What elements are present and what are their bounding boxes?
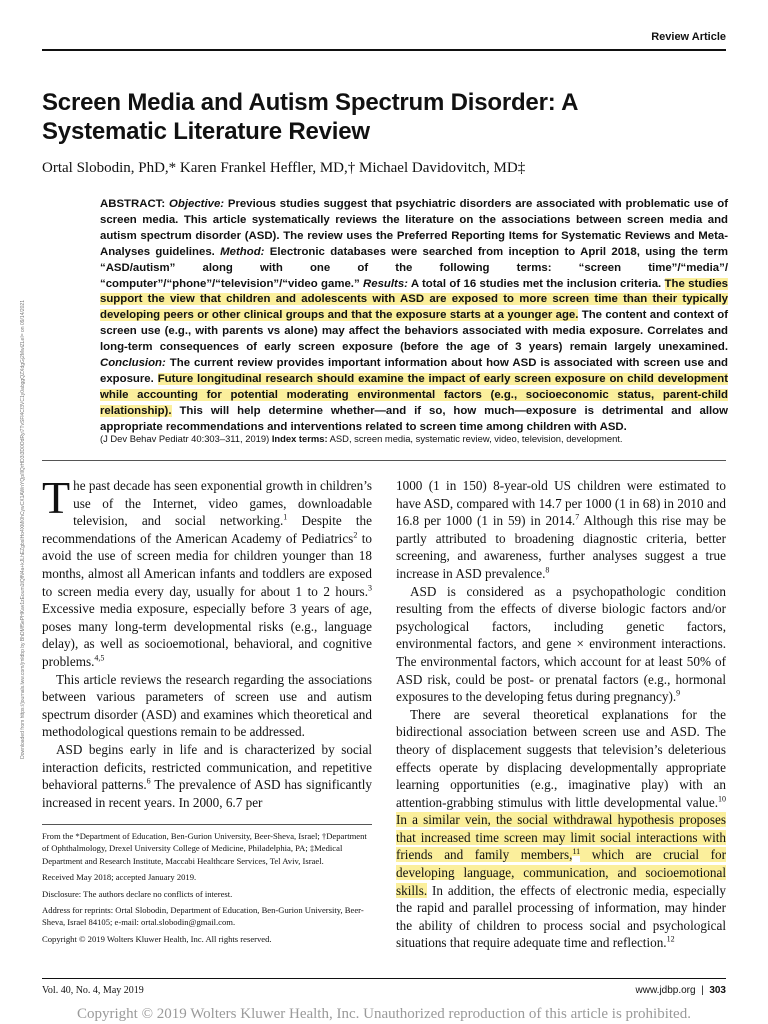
reference-marker: 7 [575, 512, 580, 522]
footer-page-info [636, 985, 726, 996]
citation-line [100, 433, 728, 444]
method-text: Electronic databases were searched from inception to April 2018, using the term “ASD/autism” along with one of the following terms: “screen time”/“media”/ “computer”/“phone”/“television”/“video game.” [100, 245, 728, 290]
author-list: Ortal Slobodin, PhD,* Karen Frankel Heffler, MD,† Michael Davidovitch, MD‡ [42, 160, 526, 176]
conclusion-label: Conclusion: [100, 357, 166, 370]
reference-marker: 1 [283, 512, 288, 522]
footer-separator: | [701, 985, 704, 996]
reference-marker: 12 [666, 935, 675, 945]
body-column-right [396, 477, 726, 952]
method-label: Method: [220, 245, 265, 258]
reference-marker: 10 [718, 794, 726, 804]
reference-marker: 2 [353, 530, 358, 540]
drop-cap: T [42, 472, 71, 523]
objective-label: Objective: [169, 198, 225, 210]
journal-site-link[interactable]: www.jdbp.org [635, 985, 696, 996]
reference-marker: 8 [545, 565, 550, 575]
download-side-note: Downloaded from https://journals.lww.com/jrnldbp by BhDMf5ePHKav1zEoum1tQfN4a+kJLhEZgbsIHo4XMi0hCywCX1AWnYQp/IlQrHD3i3D0OdRyi7TvSFl4Cf3VC1y0abggQZXdgGj2MwlZLeI= on 09/14/2021 [20, 300, 26, 759]
body-column-left [42, 472, 372, 811]
page-number: 303 [709, 985, 726, 996]
footer-rule [42, 978, 726, 979]
conclusion-highlight: Future longitudinal research should examine the impact of early screen exposure on child development while accounting for potential moderating environmental factors (e.g., socioeconomic status, parent-child relationship). [100, 372, 729, 417]
results-label: Results: [363, 277, 408, 290]
paragraph: 1000 (1 in 150) 8-year-old US children were estimated to have ASD, compared with 14.7 per 1000 (1 in 68) in 2010 and 16.8 per 1000 (1 in 59) in 2014.$^7$ Although this rise may be partly attributed to broadening diagnostic criteria, better screening, and awareness, further analyses suggest a true increase in ASD prevalence.$^8$ [396, 478, 726, 581]
copyright-note: Copyright © 2019 Wolters Kluwer Health, Inc. All rights reserved. [42, 933, 272, 944]
index-terms-label: Index terms: [271, 433, 328, 444]
affiliations-note: From the *Department of Education, Ben-Gurion University, Beer-Sheva, Israel; †Department of Ophthalmology, Drexel University College of Medicine, Philadelphia, PA; ‡Medical Department and Research Institute, Maccabi Healthcare Services, Tel Aviv, Israel. [42, 831, 367, 866]
conclusion-text-continued: This will help determine whether—and if so, how much—exposure is detrimental and allow appropriate recommendations and interventions related to screen time among children with ASD. [100, 404, 728, 433]
index-terms: ASD, screen media, systematic review, video, television, development. [327, 433, 623, 444]
reference-marker: 11 [572, 847, 581, 857]
article-title: Screen Media and Autism Spectrum Disorder: A Systematic Literature Review [42, 89, 578, 145]
abstract [100, 197, 728, 436]
reference-marker: 6 [146, 776, 151, 786]
footnote-rule [42, 824, 372, 825]
copyright-banner: Copyright © 2019 Wolters Kluwer Health, Inc. Unauthorized reproduction of this article is prohibited. [77, 1006, 691, 1022]
reprints-note: Address for reprints: Ortal Slobodin, Department of Education, Ben-Gurion University, Beer-Sheva, Israel 84105; e-mail: ortal.slobodin@gmail.com. [42, 905, 364, 928]
highlighted-passage: which are crucial for developing language, communication, and socioemotional skills. [396, 847, 726, 898]
reference-marker: 3 [368, 583, 372, 593]
objective-text: Previous studies suggest that psychiatric disorders are associated with problematic use of screen media. This article systematically reviews the literature on the associations between screen media and autism spectrum disorder (ASD). The review uses the Preferred Reporting Items for Systematic Reviews and Meta-Analyses guidelines. [100, 198, 728, 258]
highlighted-passage: In a similar vein, the social withdrawal hypothesis proposes that increased time screen may limit social interactions with friends and family members, [396, 812, 726, 863]
paragraph: There are several theoretical explanations for the bidirectional association between screen use and ASD. The theory of displacement suggests that television’s deleterious effects operate by displacing developmentally appropriate learning opportunities (e.g., imaginative play) with an attention-grabbing stimulus with little developmental value.$^{10}$ In a similar vein, the social withdrawal hypothesis proposes that increased time screen may limit social interactions with friends and family members,$^{11}$ which are crucial for developing language, communication, and socioemotional skills. In addition, the effects of electronic media, especially the rapid and parallel processing of information, may hinder the ability of children to process social and psychological situations that require adequate time and reflection.$^{12}$ [396, 706, 726, 951]
reference-marker: 4,5 [94, 653, 105, 663]
results-text-continued: The content and context of screen use (e.g., with parents vs alone) may affect the behaviors associated with media exposure. Correlates and long-term consequences of early screen exposure (before the age of 3 years) remain largely unexamined. [100, 309, 728, 354]
paragraph: The past decade has seen exponential growth in children’s use of the Internet, video games, downloadable television, and social networking.$^1$ Despite the recommendations of the American Academy of Pediatrics$^2$ to avoid the use of screen media for children younger than 18 months, almost all American infants and toddlers are exposed to screen media every day, usually for about 1 to 2 hours.$^3$ Excessive media exposure, especially before 3 years of age, poses many long-term developmental risks (e.g., language delay), as well as socioemotional, behavioral, and cognitive problems.$^{4,5}$ [42, 472, 372, 669]
conclusion-text: The current review provides important information about how ASD is associated with screen use and exposure. [100, 357, 728, 385]
issue-info: Vol. 40, No. 4, May 2019 [42, 985, 144, 996]
results-highlight: The studies support the view that children and adolescents with ASD are exposed to more screen time than their typically developing peers or other clinical groups and that the exposure starts at a younger age. [100, 277, 728, 322]
citation-ref: (J Dev Behav Pediatr 40:303–311, 2019) [100, 433, 270, 444]
disclosure-note: Disclosure: The authors declare no conflicts of interest. [42, 888, 233, 899]
paragraph: ASD is considered as a psychopathologic condition resulting from the effects of diverse biologic factors and/or psychological factors, including genetic factors, environmental factors, and gene × environment interactions. The environmental factors, which account for at least 50% of ASD risk, could be post- or prenatal factors (e.g., hormonal exposures to the developing fetus during pregnancy).$^9$ [396, 583, 726, 705]
paragraph: ASD begins early in life and is characterized by social interaction deficits, restricted communication, and repetitive behavioral patterns.$^6$ The prevalence of ASD has significantly increased in recent years. In 2000, 6.7 per [42, 741, 372, 810]
results-text: A total of 16 studies met the inclusion criteria. [407, 277, 665, 290]
paragraph: This article reviews the research regarding the associations between various parameters of screen use and autism spectrum disorder (ASD) and examines which theoretical and methodological questions remain to be addressed. [42, 671, 372, 740]
abstract-rule [42, 460, 726, 461]
footnotes [42, 830, 372, 949]
reference-marker: 9 [676, 688, 681, 698]
section-label: Review Article [651, 31, 726, 43]
header-rule [42, 49, 726, 51]
abstract-label: ABSTRACT: [100, 198, 166, 210]
received-note: Received May 2018; accepted January 2019. [42, 872, 197, 883]
